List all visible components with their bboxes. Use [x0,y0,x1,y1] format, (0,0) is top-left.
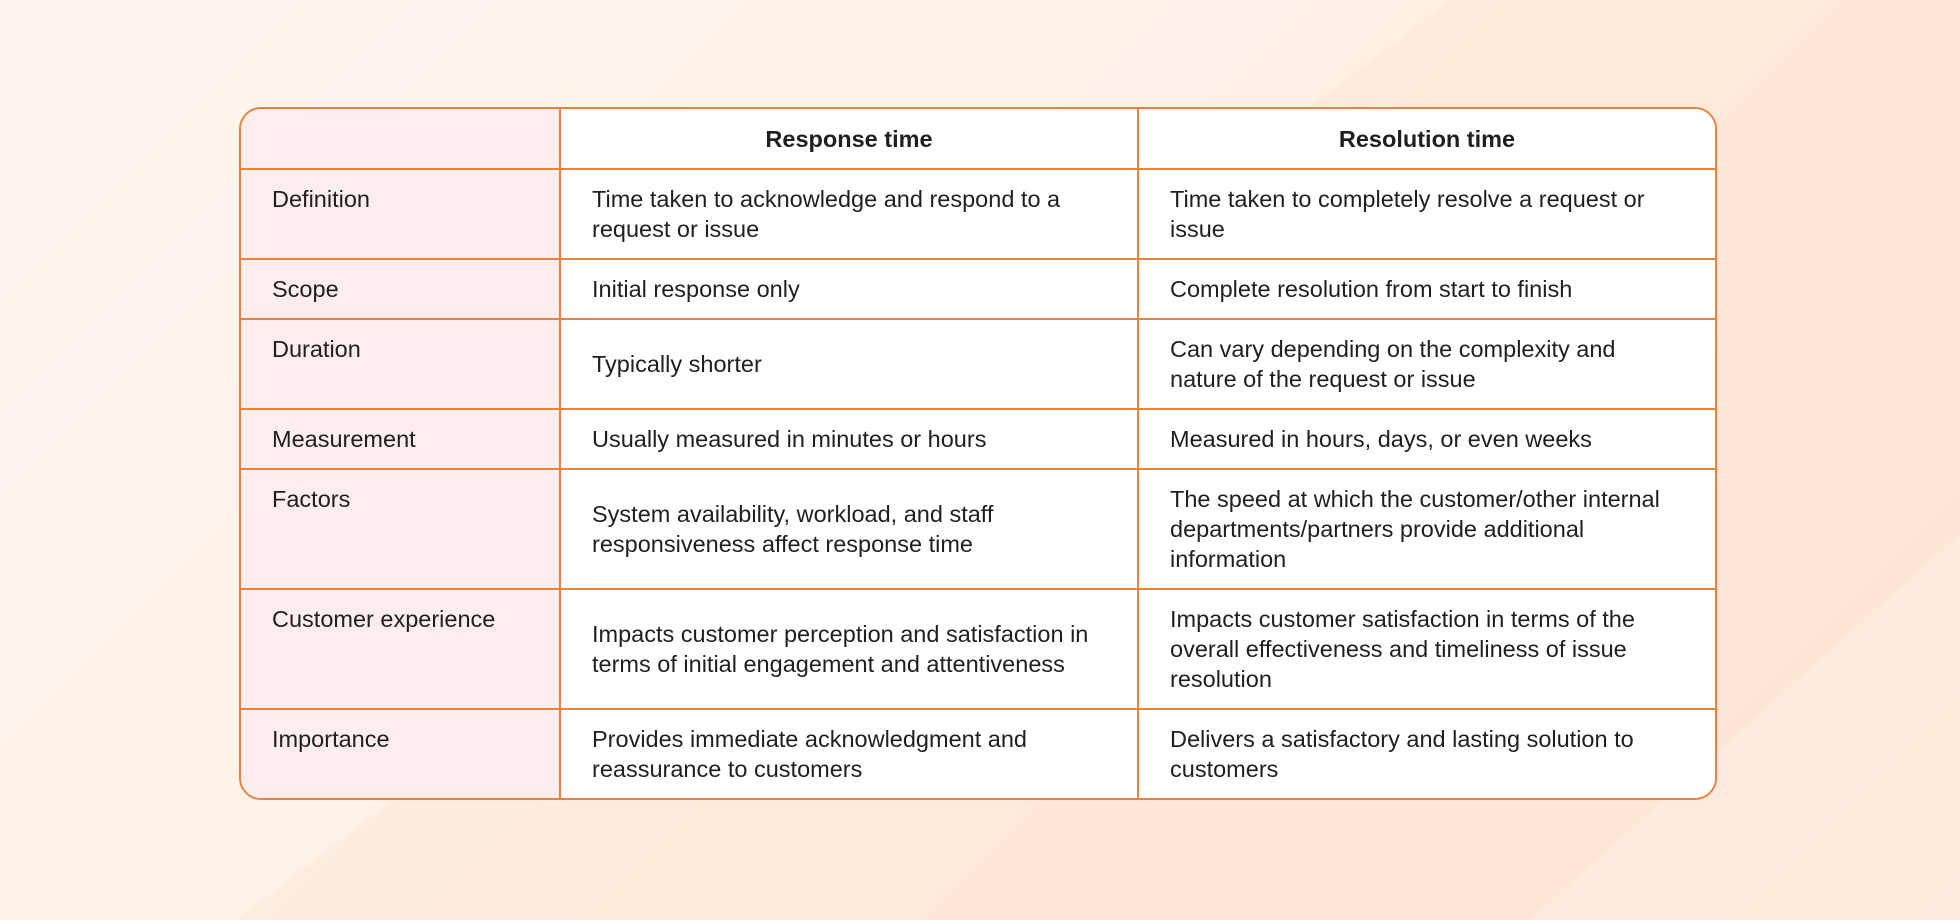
response-cell: Provides immediate acknowledgment and reassurance to customers [560,709,1138,798]
comparison-table-card [239,107,1717,800]
row-label: Factors [241,469,560,589]
header-resolution-time: Resolution time [1138,109,1715,169]
resolution-cell: Complete resolution from start to finish [1138,259,1715,319]
table-row [241,469,1715,589]
response-cell: Usually measured in minutes or hours [560,409,1138,469]
table-row [241,319,1715,409]
row-label: Scope [241,259,560,319]
header-corner-cell [241,109,560,169]
table-row [241,259,1715,319]
table-header-row [241,109,1715,169]
response-cell: Typically shorter [560,319,1138,409]
resolution-cell: Delivers a satisfactory and lasting solution to customers [1138,709,1715,798]
table-row [241,589,1715,709]
row-label: Importance [241,709,560,798]
comparison-table [241,109,1715,798]
resolution-cell: The speed at which the customer/other internal departments/partners provide additional information [1138,469,1715,589]
resolution-cell: Can vary depending on the complexity and nature of the request or issue [1138,319,1715,409]
row-label: Definition [241,169,560,259]
resolution-cell: Measured in hours, days, or even weeks [1138,409,1715,469]
response-cell: System availability, workload, and staff responsiveness affect response time [560,469,1138,589]
response-cell: Impacts customer perception and satisfaction in terms of initial engagement and attentiveness [560,589,1138,709]
response-cell: Time taken to acknowledge and respond to a request or issue [560,169,1138,259]
resolution-cell: Impacts customer satisfaction in terms of the overall effectiveness and timeliness of issue resolution [1138,589,1715,709]
row-label: Duration [241,319,560,409]
response-cell: Initial response only [560,259,1138,319]
table-row [241,169,1715,259]
row-label: Customer experience [241,589,560,709]
row-label: Measurement [241,409,560,469]
resolution-cell: Time taken to completely resolve a request or issue [1138,169,1715,259]
header-response-time: Response time [560,109,1138,169]
table-row [241,409,1715,469]
table-row [241,709,1715,798]
